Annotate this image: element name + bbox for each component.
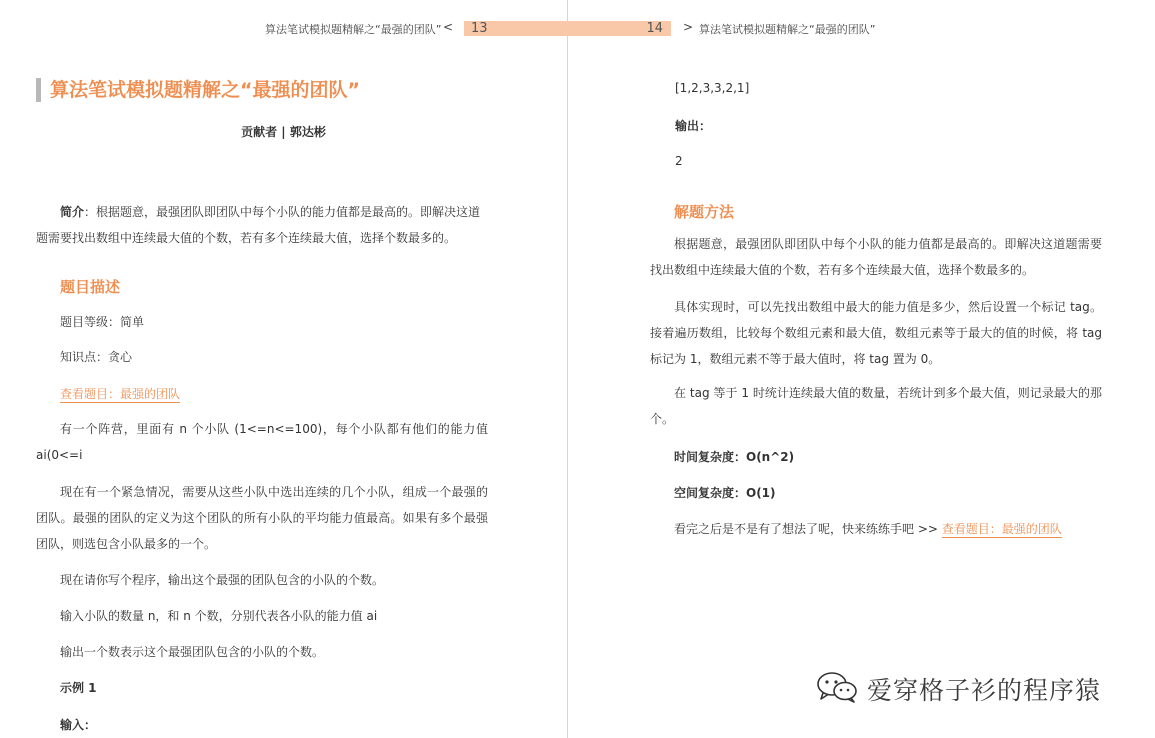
output-value: 2: [675, 154, 683, 168]
view-link-wrapper: [60, 385, 180, 402]
page-number-13: 13: [464, 21, 567, 36]
time-complexity: 时间复杂度：O(n^2): [674, 450, 795, 464]
section-title-solution: 解题方法: [674, 203, 735, 221]
problem-paragraph-1: 有一个阵营，里面有 n 个小队 (1<=n<=100)，每个小队都有他们的能力值 ai(0<=i: [36, 422, 488, 462]
knowledge-text: 知识点：贪心: [60, 350, 133, 364]
problem-paragraph-4: 输入小队的数量 n，和 n 个数，分别代表各小队的能力值 ai: [60, 609, 378, 623]
solution-paragraph-1: 根据题意，最强团队即团队中每个小队的能力值都是最高的。即解决这道题需要找出数组中连续最大值的个数，若有多个连续最大值，选择个数最多的。: [650, 237, 1102, 277]
page-title: 算法笔试模拟题精解之“最强的团队”: [36, 78, 360, 102]
watermark: [815, 670, 1101, 708]
header-right-title: 算法笔试模拟题精解之“最强的团队”: [699, 23, 876, 36]
output-label: 输出：: [675, 119, 712, 133]
input-value: [1,2,3,3,2,1]: [675, 81, 750, 95]
watermark-text: 爱穿格子衫的程序猿: [867, 676, 1102, 705]
closing-text: 看完之后是不是有了想法了呢，快来练练手吧 >>: [674, 522, 942, 536]
right-page: [568, 0, 1155, 738]
problem-paragraph-2: 现在有一个紧急情况，需要从这些小队中选出连续的几个小队，组成一个最强的团队。最强的团队的定义为这个团队的所有小队的平均能力值最高。如果有多个最强团队，则选包含小队最多的一个。: [36, 485, 488, 551]
closing-problem-link[interactable]: 查看题目：最强的团队: [941, 522, 1062, 536]
input-label: 输入：: [60, 718, 97, 732]
intro-label: 简介: [60, 205, 85, 219]
intro-paragraph: [36, 199, 490, 251]
solution-paragraph-3: 在 tag 等于 1 时统计连续最大值的数量，若统计到多个最大值，则记录最大的那个。: [650, 386, 1102, 426]
author-line: 贡献者 | 郭达彬: [241, 125, 326, 139]
solution-paragraph-2: 具体实现时，可以先找出数组中最大的能力值是多少，然后设置一个标记 tag。接着遍历数组，比较每个数组元素和最大值，数组元素等于最大的值的时候，将 tag 标记为 1，数组元素不等于最大值时，将 tag 置为 0。: [650, 300, 1102, 366]
left-page: [0, 0, 567, 738]
next-page-arrow[interactable]: >: [683, 20, 694, 34]
example-label: 示例 1: [60, 681, 97, 695]
difficulty-text: 题目等级：简单: [60, 315, 145, 329]
closing-line: [674, 520, 1062, 537]
header-left-title: 算法笔试模拟题精解之“最强的团队”: [265, 23, 442, 36]
view-problem-link[interactable]: 查看题目：最强的团队: [60, 387, 181, 401]
section-title-description: 题目描述: [60, 278, 121, 296]
wechat-icon: [815, 670, 859, 708]
problem-paragraph-3: 现在请你写个程序，输出这个最强的团队包含的小队的个数。: [60, 573, 385, 587]
space-complexity: 空间复杂度：O(1): [674, 486, 776, 500]
problem-paragraph-5: 输出一个数表示这个最强团队包含的小队的个数。: [60, 645, 325, 659]
intro-text: ：根据题意，最强团队即团队中每个小队的能力值都是最高的。即解决这道题需要找出数组中连续最大值的个数，若有多个连续最大值，选择个数最多的。: [36, 205, 481, 245]
prev-page-arrow[interactable]: <: [443, 20, 454, 34]
page-number-14: 14: [568, 21, 671, 36]
